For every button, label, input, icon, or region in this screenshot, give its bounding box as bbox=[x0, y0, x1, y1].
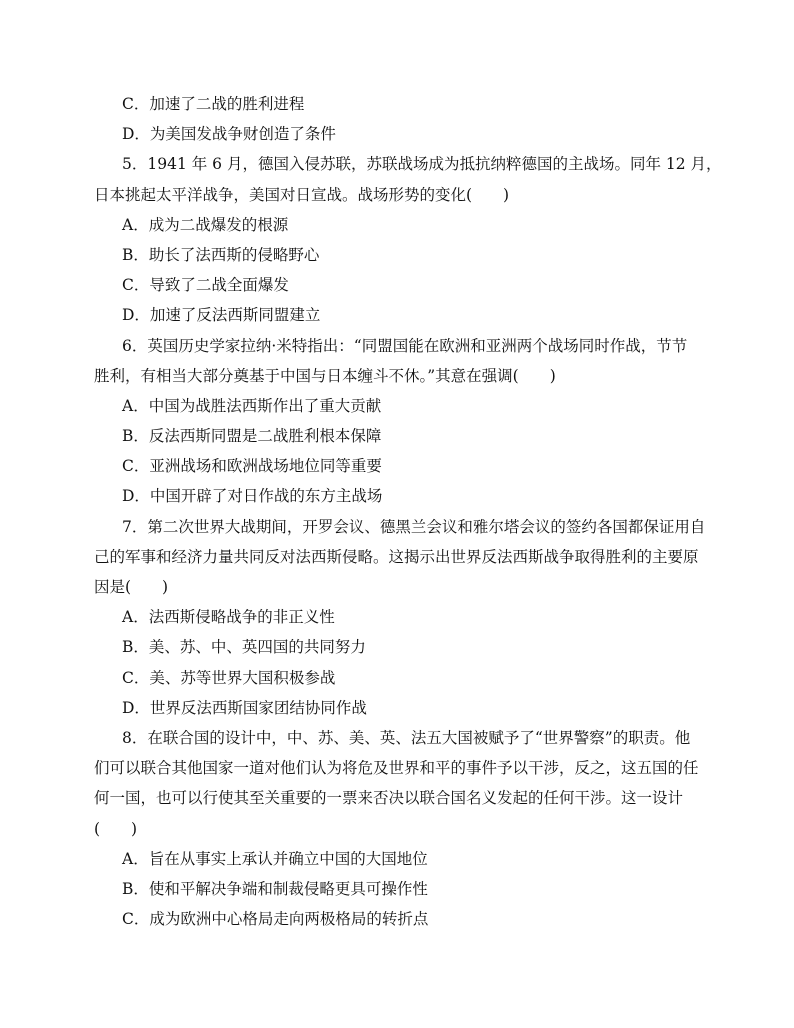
option-line: B．使和平解决争端和制裁侵略更具可操作性 bbox=[122, 879, 428, 898]
option-line: C．美、苏等世界大国积极参战 bbox=[122, 668, 336, 687]
option-line: D．中国开辟了对日作战的东方主战场 bbox=[122, 487, 383, 506]
question-7-stem: 7．第二次世界大战期间，开罗会议、德黑兰会议和雅尔塔会议的签约各国都保证用自 bbox=[122, 517, 706, 536]
question-7-stem-cont: 己的军事和经济力量共同反对法西斯侵略。这揭示出世界反法西斯战争取得胜利的主要原 bbox=[94, 547, 699, 566]
question-8-stem-cont: 们可以联合其他国家一道对他们认为将危及世界和平的事件予以干涉，反之，这五国的任 bbox=[94, 759, 699, 778]
question-6-stem: 6．英国历史学家拉纳·米特指出：“同盟国能在欧洲和亚洲两个战场同时作战，节节 bbox=[122, 336, 688, 355]
question-8-stem-cont: ( ) bbox=[94, 819, 138, 838]
option-line: B．美、苏、中、英四国的共同努力 bbox=[122, 638, 366, 657]
question-7-stem-cont: 因是( ) bbox=[94, 578, 169, 596]
option-line: D．为美国发战争财创造了条件 bbox=[122, 125, 336, 144]
option-line: A．法西斯侵略战争的非正义性 bbox=[122, 608, 335, 627]
question-6-stem-cont: 胜利，有相当大部分奠基于中国与日本缠斗不休。”其意在强调( ) bbox=[94, 366, 556, 385]
option-line: C．加速了二战的胜利进程 bbox=[122, 95, 305, 113]
option-line: C．导致了二战全面爆发 bbox=[122, 276, 289, 295]
question-8-stem-cont: 何一国，也可以行使其至关重要的一票来否决以联合国名义发起的任何干涉。这一设计 bbox=[94, 789, 684, 808]
option-line: C．亚洲战场和欧洲战场地位同等重要 bbox=[122, 457, 382, 476]
option-line: A．成为二战爆发的根源 bbox=[122, 215, 289, 234]
document-page bbox=[94, 89, 722, 934]
option-line: B．反法西斯同盟是二战胜利根本保障 bbox=[122, 427, 382, 446]
option-line: C．成为欧洲中心格局走向两极格局的转折点 bbox=[122, 910, 429, 929]
option-line: D．世界反法西斯国家团结协同作战 bbox=[122, 698, 367, 717]
option-line: A．旨在从事实上承认并确立中国的大国地位 bbox=[122, 849, 428, 868]
option-line: B．助长了法西斯的侵略野心 bbox=[122, 245, 320, 264]
question-5-stem: 5．1941 年 6 月，德国入侵苏联，苏联战场成为抵抗纳粹德国的主战场。同年 12 月， bbox=[122, 155, 722, 174]
option-line: D．加速了反法西斯同盟建立 bbox=[122, 306, 321, 325]
question-5-stem-cont: 日本挑起太平洋战争，美国对日宣战。战场形势的变化( ) bbox=[94, 185, 510, 204]
question-8-stem: 8．在联合国的设计中，中、苏、美、英、法五大国被赋予了“世界警察”的职责。他 bbox=[122, 728, 691, 747]
option-line: A．中国为战胜法西斯作出了重大贡献 bbox=[122, 396, 382, 415]
